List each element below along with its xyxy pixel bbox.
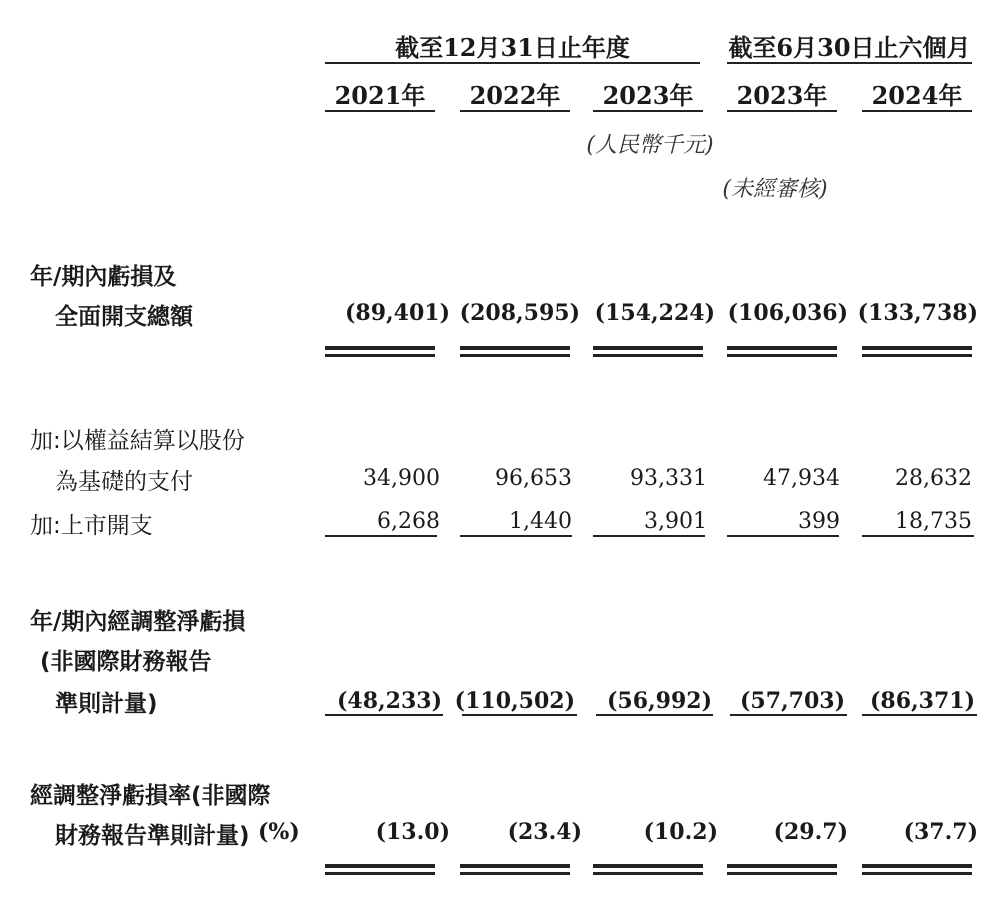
double-rule bbox=[862, 864, 972, 868]
adjusted-loss-label-line2: (非國際財務報告 bbox=[40, 649, 212, 675]
share-based-2024-interim: 28,632 bbox=[895, 466, 972, 491]
year-rule bbox=[727, 110, 837, 112]
double-rule bbox=[727, 354, 837, 357]
double-rule bbox=[460, 872, 570, 875]
share-based-2022: 96,653 bbox=[495, 466, 572, 491]
total-loss-label-line2: 全面開支總額 bbox=[55, 304, 193, 330]
share-based-label-line2: 為基礎的支付 bbox=[55, 469, 193, 495]
adjusted-rate-2021: (13.0) bbox=[375, 819, 450, 845]
adjusted-rate-label-line1: 經調整淨虧損率(非國際 bbox=[30, 783, 271, 809]
year-rule bbox=[325, 110, 435, 112]
adjusted-loss-rule bbox=[862, 714, 977, 716]
double-rule bbox=[593, 864, 703, 868]
year-rule bbox=[460, 110, 570, 112]
total-loss-2024-interim: (133,738) bbox=[857, 300, 978, 326]
adjusted-rate-2022: (23.4) bbox=[507, 819, 582, 845]
listing-expense-2023-interim: 399 bbox=[798, 509, 840, 534]
share-based-2023: 93,331 bbox=[630, 466, 707, 491]
subtotal-rule bbox=[593, 535, 705, 537]
adjusted-rate-2024-interim: (37.7) bbox=[903, 819, 978, 845]
adjusted-loss-2022: (110,502) bbox=[454, 688, 575, 714]
listing-expense-2023: 3,901 bbox=[644, 509, 707, 534]
share-based-2023-interim: 47,934 bbox=[763, 466, 840, 491]
year-rule bbox=[593, 110, 703, 112]
adjusted-loss-label-line1: 年/期內經調整淨虧損 bbox=[30, 609, 246, 635]
double-rule bbox=[727, 864, 837, 868]
adjusted-loss-2021: (48,233) bbox=[336, 688, 442, 714]
total-loss-2022: (208,595) bbox=[459, 300, 580, 326]
adjusted-loss-2023-interim: (57,703) bbox=[739, 688, 845, 714]
year-header-2023-interim: 2023年 bbox=[736, 81, 828, 110]
year-header-2021: 2021年 bbox=[334, 81, 426, 110]
double-rule bbox=[460, 346, 570, 350]
double-rule bbox=[727, 346, 837, 350]
subtotal-rule bbox=[727, 535, 839, 537]
double-rule bbox=[593, 872, 703, 875]
double-rule bbox=[593, 346, 703, 350]
adjusted-loss-2023: (56,992) bbox=[606, 688, 712, 714]
adjusted-rate-2023: (10.2) bbox=[643, 819, 718, 845]
subtotal-rule bbox=[862, 535, 974, 537]
year-rule bbox=[862, 110, 972, 112]
listing-expense-label: 加:上市開支 bbox=[30, 513, 153, 539]
total-loss-label-line1: 年/期內虧損及 bbox=[30, 264, 177, 290]
year-header-2022: 2022年 bbox=[469, 81, 561, 110]
interim-group-header: 截至6月30日止六個月 bbox=[728, 33, 971, 62]
adjusted-rate-2023-interim: (29.7) bbox=[773, 819, 848, 845]
adjusted-rate-unit: (%) bbox=[258, 819, 300, 845]
year-header-2024-interim: 2024年 bbox=[871, 81, 963, 110]
subtotal-rule bbox=[460, 535, 572, 537]
total-loss-2021: (89,401) bbox=[344, 300, 450, 326]
adjusted-loss-label-line3: 準則計量) bbox=[55, 691, 158, 717]
share-based-label-line1: 加:以權益結算以股份 bbox=[30, 428, 245, 454]
year-header-2023: 2023年 bbox=[602, 81, 694, 110]
adjusted-loss-rule bbox=[325, 714, 443, 716]
interim-group-rule bbox=[727, 62, 972, 64]
adjusted-loss-2024-interim: (86,371) bbox=[869, 688, 975, 714]
double-rule bbox=[460, 354, 570, 357]
double-rule bbox=[325, 354, 435, 357]
double-rule bbox=[727, 872, 837, 875]
subtotal-rule bbox=[325, 535, 437, 537]
double-rule bbox=[325, 864, 435, 868]
double-rule bbox=[325, 872, 435, 875]
total-loss-2023: (154,224) bbox=[594, 300, 715, 326]
double-rule bbox=[862, 346, 972, 350]
double-rule bbox=[325, 346, 435, 350]
double-rule bbox=[593, 354, 703, 357]
annual-group-header: 截至12月31日止年度 bbox=[395, 33, 630, 62]
unit-note: (人民幣千元) bbox=[586, 133, 714, 158]
double-rule bbox=[460, 864, 570, 868]
adjusted-loss-rule bbox=[462, 714, 577, 716]
total-loss-2023-interim: (106,036) bbox=[727, 300, 848, 326]
adjusted-rate-label-line2: 財務報告準則計量) bbox=[55, 823, 250, 849]
unaudited-note: (未經審核) bbox=[722, 177, 828, 202]
adjusted-loss-rule bbox=[596, 714, 713, 716]
listing-expense-2022: 1,440 bbox=[509, 509, 572, 534]
listing-expense-2021: 6,268 bbox=[377, 509, 440, 534]
double-rule bbox=[862, 872, 972, 875]
share-based-2021: 34,900 bbox=[363, 466, 440, 491]
annual-group-rule bbox=[325, 62, 700, 64]
listing-expense-2024-interim: 18,735 bbox=[895, 509, 972, 534]
double-rule bbox=[862, 354, 972, 357]
adjusted-loss-rule bbox=[730, 714, 847, 716]
